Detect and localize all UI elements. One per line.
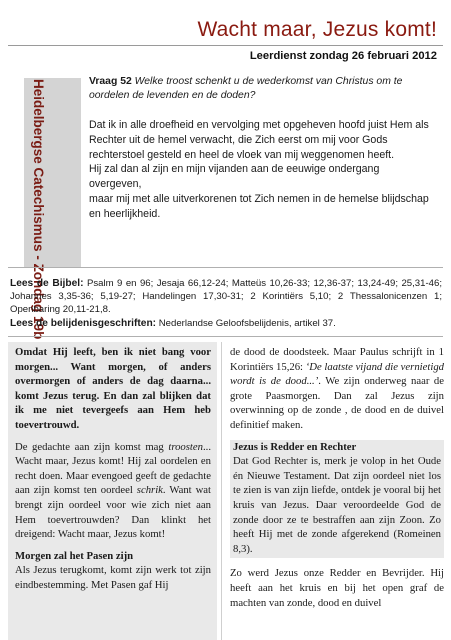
text-span: . We zijn onderweg naar de grote Paasmorgen. Dan zal Jezus zijn overwinning op de zonde , de dood en de duivel definitief maken. bbox=[230, 375, 444, 431]
pasen-paragraph: Als Jezus terugkomt, komt zijn werk tot zijn eindbestemming. Met Pasen gaf Hij bbox=[15, 564, 211, 591]
scripture-quote: ‘De laatste vijand die vernietigd wordt is de dood...’ bbox=[230, 360, 444, 388]
text-span: de dood de doodsteek. Maar Paulus schrijft in 1 Korintiërs 15,26: bbox=[230, 346, 444, 373]
question-block bbox=[89, 75, 434, 103]
right-column bbox=[226, 342, 444, 640]
intro-paragraph: Omdat Hij leeft, ben ik niet bang voor morgen... Want morgen, of anders overmorgen of anders de dag daarna... komt Jezus terug. En dan zal blijken dat ik me niet tevergeefs aan Hem heb toevertrouwd. bbox=[15, 346, 211, 431]
text-span: ... Wacht maar, Jezus komt! Hij zal oordelen en recht doen. Maar evengoed geeft de gedachte aan zijn komst ten oordeel bbox=[15, 440, 211, 497]
judge-paragraph: Dat God Rechter is, merk je volop in het Oude én Nieuwe Testament. Dat zijn oordeel niet los te zien is van zijn liefde, ontdek je vooral bij het kruis van Jezus. Daar veroordeelde God de zonde door ze te bestraffen aan zijn Zoon. Zo heeft Hij met de zonde afgerekend (Romeinen 8,3). bbox=[230, 454, 444, 558]
bible-label: Lees de Bijbel: bbox=[10, 278, 84, 289]
confession-label: Lees de belijdenisgeschriften: bbox=[10, 317, 157, 329]
text-span: . Want wat brengt zijn oordeel voor wie zich niet aan Hem toevertrouwden? Dan klinkt het dreigend: Wacht maar, Jezus komt! bbox=[15, 484, 211, 541]
header-rule bbox=[8, 45, 443, 46]
section-rule bbox=[8, 267, 443, 268]
emphasis-schrik: schrik bbox=[136, 484, 163, 497]
question-label: Vraag 52 bbox=[89, 76, 132, 87]
readings-block bbox=[10, 277, 442, 330]
answer-line-3: maar mij met alle uitverkorenen tot Zich nemen in de hemelse blijdschap en heerlijkheid. bbox=[89, 192, 429, 220]
sidebar-label: Heidelbergse Catechismus - Zondag 19b bbox=[31, 79, 46, 340]
confession-reference: Nederlandse Geloofsbelijdenis, artikel 37. bbox=[158, 317, 336, 329]
answer-line-1: Dat ik in alle droefheid en vervolging met opgeheven hoofd juist Hem als Rechter uit de hemel verwacht, die Zich eerst om mij voor Gods rechterstoel gesteld en heel de vloek van mij weggenomen heeft. bbox=[89, 119, 429, 161]
bible-references: Psalm 9 en 96; Jesaja 66,12-24; Matteüs 10,26-33; 12,36-37; 13,24-49; 25,31-46; Johannes 3,35-36; 5,19-27; Handelingen 17,30-31; 2 Korintiërs 5,10; 2 Thessalonicenzen 1; Openbaring 20,11-21,8. bbox=[10, 278, 442, 316]
question-text: Welke troost schenkt u de wederkomst van Christus om te oordelen de levenden en de doden? bbox=[89, 76, 403, 102]
section-rule-2 bbox=[8, 336, 443, 337]
column-divider bbox=[221, 342, 222, 640]
page-title: Wacht maar, Jezus komt! bbox=[197, 18, 437, 41]
comfort-paragraph bbox=[15, 440, 211, 542]
saviour-paragraph: Zo werd Jezus onze Redder en Bevrijder. Hij heeft aan het kruis en bij het open graf de machten van zonde, dood en duivel bbox=[230, 567, 444, 609]
service-date: Leerdienst zondag 26 februari 2012 bbox=[249, 50, 437, 62]
emphasis-troosten: troosten bbox=[168, 440, 203, 453]
death-paragraph bbox=[230, 345, 444, 433]
left-column bbox=[8, 342, 217, 640]
answer-block bbox=[89, 118, 434, 222]
heading-pasen: Morgen zal het Pasen zijn bbox=[15, 549, 134, 562]
text-span: De gedachte aan zijn komst mag bbox=[15, 440, 169, 453]
heading-redder-rechter: Jezus is Redder en Rechter bbox=[230, 440, 444, 455]
answer-line-2: Hij zal dan al zijn en mijn vijanden aan de eeuwige ondergang overgeven, bbox=[89, 163, 380, 191]
